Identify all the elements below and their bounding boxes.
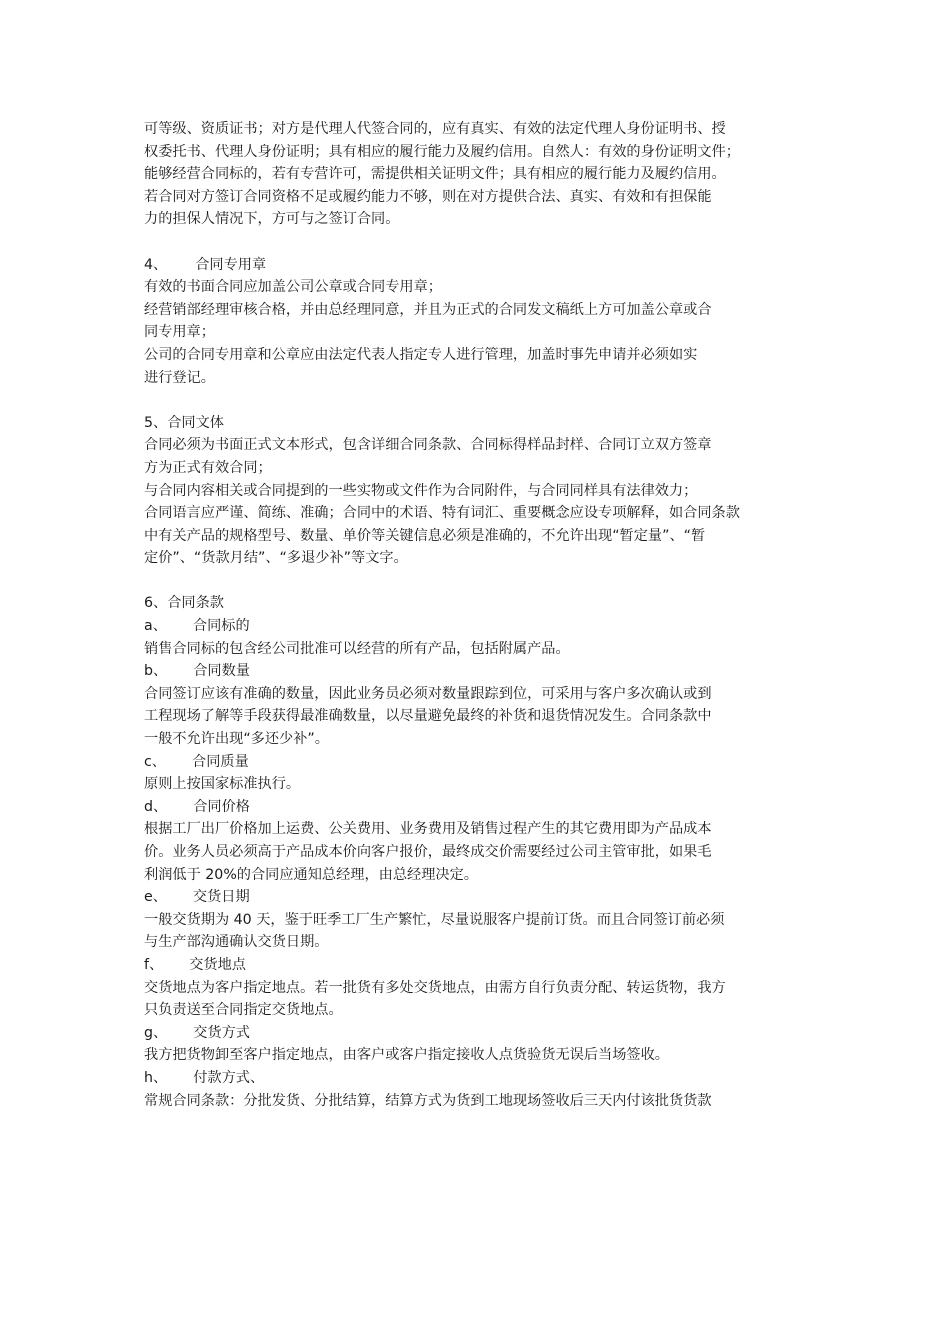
clause-number: h、 <box>144 1069 168 1086</box>
paragraph-gap <box>144 389 814 412</box>
text-line: 定价”、“货款月结”、“多退少补”等文字。 <box>144 550 408 567</box>
text-line: 一般不允许出现“多还少补”。 <box>144 731 329 748</box>
clause-number: e、 <box>144 889 167 906</box>
text-line: 同专用章； <box>144 324 215 341</box>
text-line: 销售合同标的包含经公司批准可以经营的所有产品，包括附属产品。 <box>144 640 570 657</box>
clause-number: c、 <box>144 753 166 770</box>
clause-heading <box>144 1067 814 1090</box>
clause-heading <box>144 954 814 977</box>
text-line: 利润低于 20%的合同应通知总经理，由总经理决定。 <box>144 866 478 883</box>
section-heading <box>144 254 814 277</box>
text-line: 价。业务人员必须高于产品成本价向客户报价，最终成交价需要经过公司主管审批，如果毛 <box>144 844 712 860</box>
section-heading: 6、合同条款 <box>144 595 224 612</box>
clause-title: 合同数量 <box>193 663 250 680</box>
clause-heading <box>144 615 814 638</box>
clause-heading <box>144 886 814 909</box>
clause-number: f、 <box>144 956 164 973</box>
clause-heading <box>144 1022 814 1045</box>
clause-number: b、 <box>144 663 168 680</box>
section-number: 4、 <box>144 256 168 273</box>
text-line: 公司的合同专用章和公章应由法定代表人指定专人进行管理，加盖时事先申请并必须如实 <box>144 346 698 363</box>
text-line: 经营销部经理审核合格，并由总经理同意，并且为正式的合同发文稿纸上方可加盖公章或合 <box>144 301 712 318</box>
section-heading: 5、合同文体 <box>144 414 224 431</box>
intro-paragraph <box>144 118 814 231</box>
text-line: 与合同内容相关或合同提到的一些实物或文件作为合同附件，与合同同样具有法律效力； <box>144 482 698 499</box>
clause-number: g、 <box>144 1024 168 1041</box>
section-4 <box>144 254 814 390</box>
text-line: 一般交货期为 40 天，鉴于旺季工厂生产繁忙，尽量说服客户提前订货。而且合同签订前必须 <box>144 911 725 928</box>
clause-heading <box>144 796 814 819</box>
text-line: 常规合同条款：分批发货、分批结算，结算方式为货到工地现场签收后三天内付该批货货款 <box>144 1092 712 1109</box>
clause-title: 合同质量 <box>192 753 249 770</box>
clause-heading <box>144 751 814 774</box>
paragraph-gap <box>144 570 814 593</box>
text-line: 可等级、资质证书；对方是代理人代签合同的，应有真实、有效的法定代理人身份证明书、授 <box>144 121 726 137</box>
text-line: 合同必须为书面正式文本形式，包含详细合同条款、合同标得样品封样、合同订立双方签章 <box>144 437 712 454</box>
text-line: 方为正式有效合同； <box>144 459 272 476</box>
text-line: 若合同对方签订合同资格不足或履约能力不够，则在对方提供合法、真实、有效和有担保能 <box>144 188 712 205</box>
text-line: 交货地点为客户指定地点。若一批货有多处交货地点，由需方自行负责分配、转运货物，我方 <box>144 979 726 996</box>
clause-title: 交货日期 <box>192 889 250 906</box>
clause-title: 合同标的 <box>192 618 250 635</box>
clause-title: 交货地点 <box>189 956 246 973</box>
document-body <box>144 118 814 1112</box>
clause-number: d、 <box>144 798 168 815</box>
clause-number: a、 <box>144 618 167 635</box>
text-line: 根据工厂出厂价格加上运费、公关费用、业务费用及销售过程产生的其它费用即为产品成本 <box>144 821 712 838</box>
text-line: 有效的书面合同应加盖公司公章或合同专用章； <box>144 279 442 296</box>
text-line: 中有关产品的规格型号、数量、单价等关键信息必须是准确的，不允许出现“暂定量”、“暂 <box>144 527 706 544</box>
text-line: 能够经营合同标的，若有专营许可，需提供相关证明文件；具有相应的履行能力及履约信用。 <box>144 166 726 183</box>
text-line: 只负责送至合同指定交货地点。 <box>144 1002 343 1019</box>
section-5 <box>144 412 814 570</box>
section-title: 合同专用章 <box>195 256 267 273</box>
clause-title: 合同价格 <box>193 798 250 815</box>
text-line: 与生产部沟通确认交货日期。 <box>144 934 329 951</box>
text-line: 我方把货物卸至客户指定地点，由客户或客户指定接收人点货验货无误后当场签收。 <box>144 1047 669 1064</box>
text-line: 原则上按国家标准执行。 <box>144 776 301 793</box>
paragraph-gap <box>144 231 814 254</box>
clause-title: 付款方式、 <box>193 1069 265 1086</box>
clause-title: 交货方式 <box>193 1024 250 1041</box>
section-6 <box>144 592 814 1112</box>
text-line: 力的担保人情况下，方可与之签订合同。 <box>144 211 400 228</box>
clause-heading <box>144 660 814 683</box>
text-line: 合同语言应严谨、简练、准确；合同中的术语、特有词汇、重要概念应设专项解释，如合同条款 <box>144 505 740 522</box>
text-line: 合同签订应该有准确的数量，因此业务员必须对数量跟踪到位，可采用与客户多次确认或到 <box>144 685 712 702</box>
text-line: 权委托书、代理人身份证明；具有相应的履行能力及履约信用。自然人：有效的身份证明文件； <box>144 143 740 160</box>
text-line: 工程现场了解等手段获得最准确数量，以尽量避免最终的补货和退货情况发生。合同条款中 <box>144 708 712 725</box>
text-line: 进行登记。 <box>144 369 215 386</box>
